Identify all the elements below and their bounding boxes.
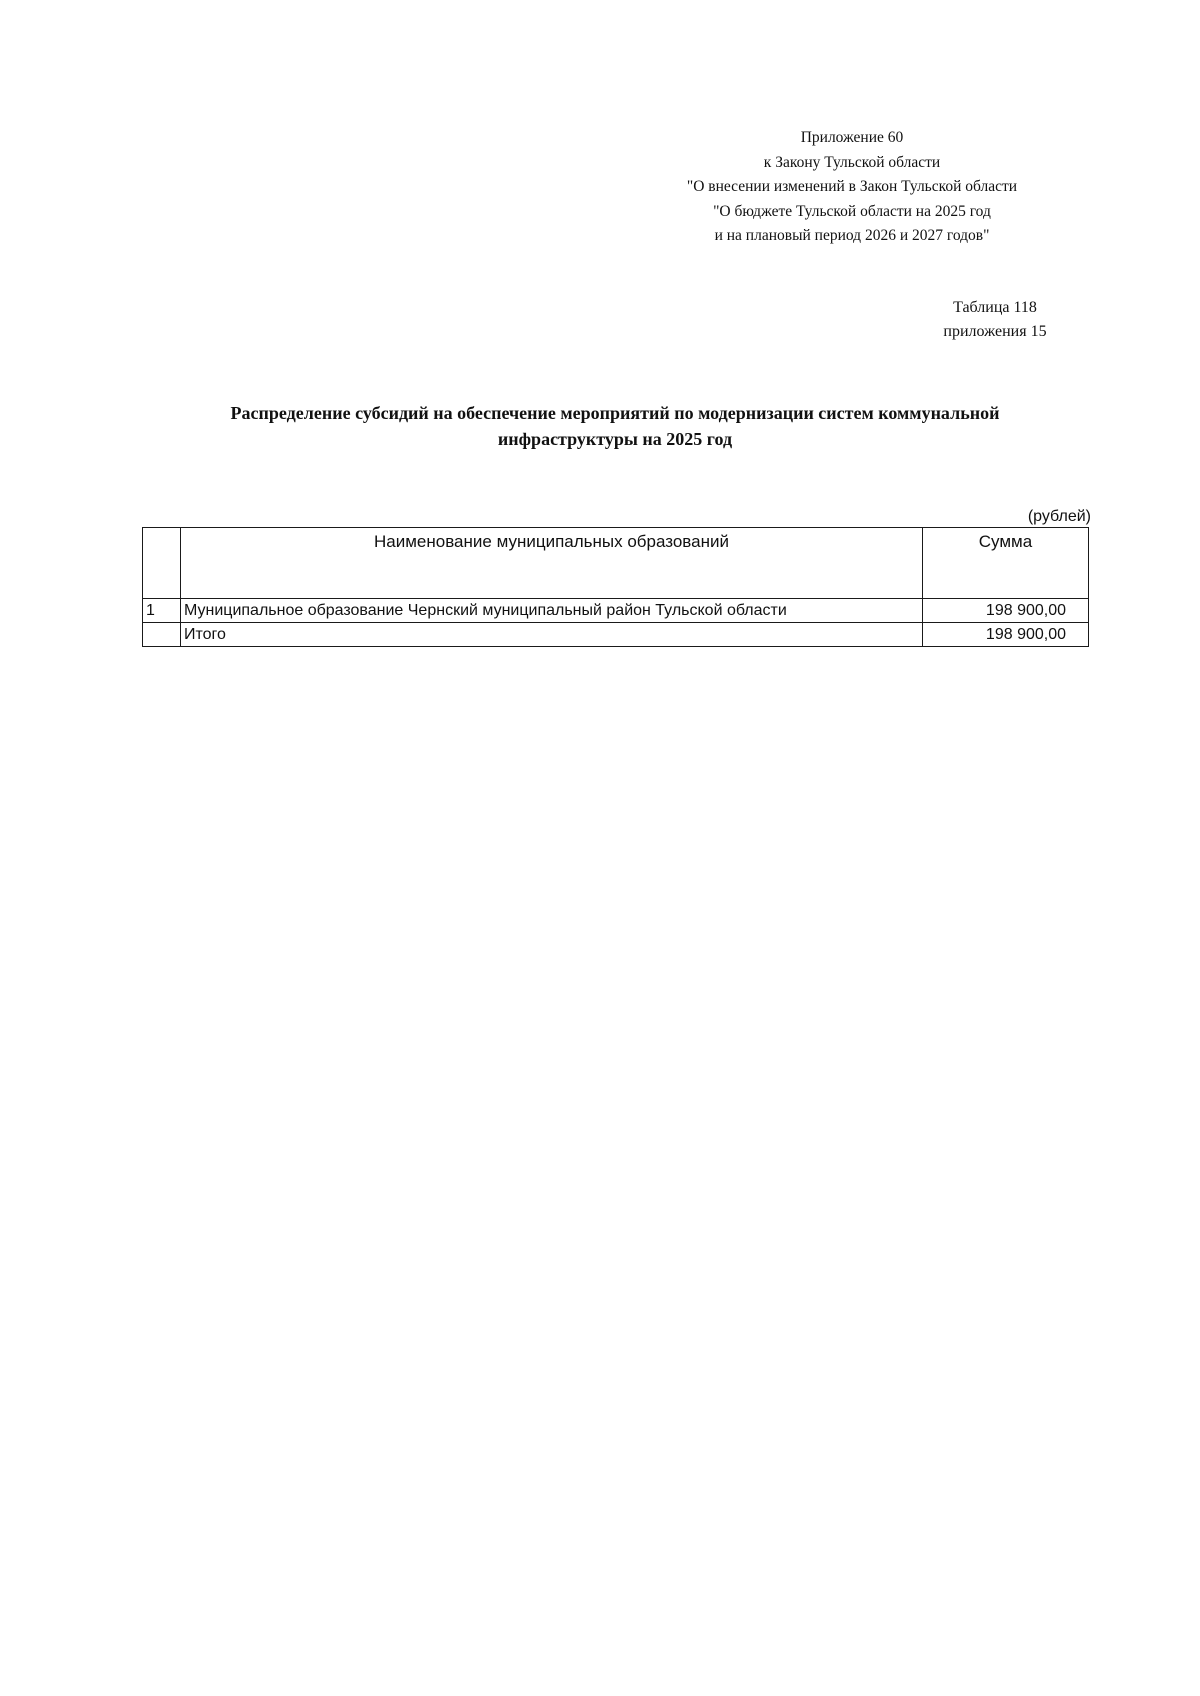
appendix-line: Приложение 60: [800, 129, 904, 146]
subsidy-table: [142, 527, 1089, 647]
appendix-line: к Закону Тульской области: [763, 153, 941, 171]
total-label: Итого: [181, 623, 923, 647]
table-row: [143, 599, 1089, 623]
appendix-line: и на плановый период 2026 и 2027 годов": [714, 227, 990, 244]
header-name: Наименование муниципальных образований: [181, 528, 923, 599]
total-row: [143, 623, 1089, 647]
row-name: Муниципальное образование Чернский муниципальный район Тульской области: [181, 599, 923, 623]
document-title-line: инфраструктуры на 2025 год: [497, 429, 733, 449]
total-sum: 198 900,00: [923, 623, 1089, 647]
appendix-line: "О внесении изменений в Закон Тульской области: [686, 178, 1018, 195]
header-number: [143, 528, 181, 599]
appendix-header: [652, 126, 1052, 249]
table-reference-line: приложения 15: [943, 323, 1047, 340]
document-title: [150, 400, 1080, 452]
appendix-line: "О бюджете Тульской области на 2025 год: [713, 202, 991, 220]
table-header-row: [143, 528, 1089, 599]
units-label: (рублей): [1027, 508, 1091, 525]
total-number: [143, 623, 181, 647]
document-title-line: Распределение субсидий на обеспечение мероприятий по модернизации систем коммунальной: [230, 403, 1000, 423]
header-sum: Сумма: [923, 528, 1089, 599]
row-sum: 198 900,00: [923, 599, 1089, 623]
table-reference-line: Таблица 118: [953, 299, 1037, 316]
table-reference: [920, 296, 1070, 344]
row-number: 1: [143, 599, 181, 623]
